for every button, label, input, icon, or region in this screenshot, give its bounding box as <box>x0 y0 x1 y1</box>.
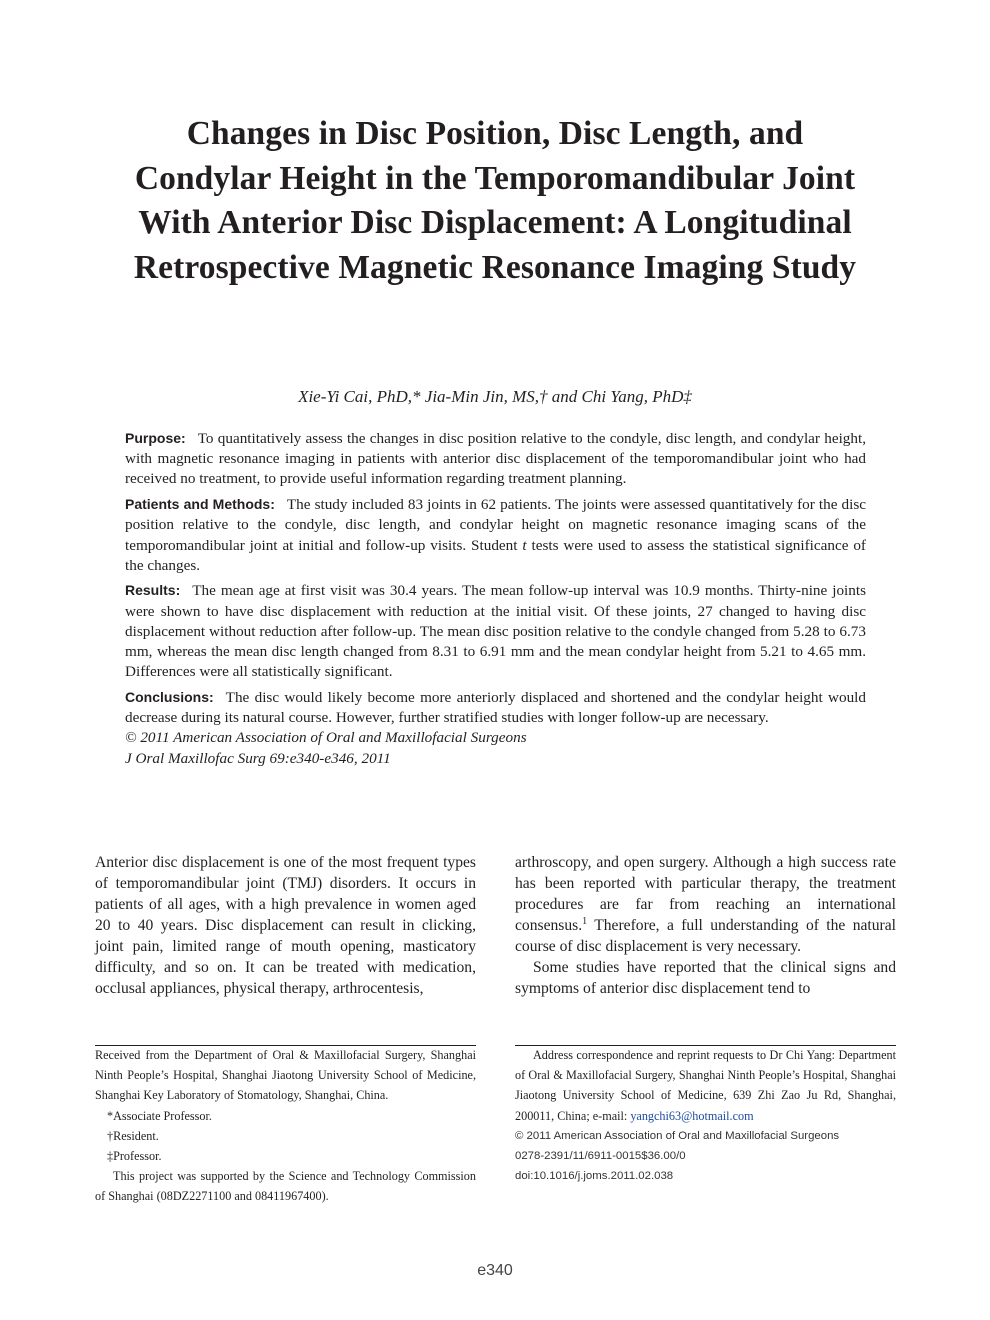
body-text: Therefore, a full understanding of the natural course of disc displacement is very necessary. <box>515 917 896 955</box>
article-title: Changes in Disc Position, Disc Length, and Condylar Height in the Temporomandibular Joint With Anterior Disc Displacement: A Longitudinal Retrospective Magnetic Resonance Imaging Study <box>133 115 857 286</box>
affiliation-note: †Resident. <box>107 1128 159 1143</box>
body-paragraph: Anterior disc displacement is one of the most frequent types of temporomandibular joint (TMJ) disorders. It occurs in patients of all ages, with a high prevalence in women aged 20 to 40 years. Disc displacement can result in clicking, joint pain, limited range of mouth opening, masticatory difficulty, and so on. It can be treated with medication, occlusal appliances, physical therapy, arthrocentesis, <box>95 854 476 997</box>
abstract-text: The mean age at first visit was 30.4 years. The mean follow-up interval was 10.9 months. Thirty-nine joints were shown to have disc displacement with reduction at the initial visit. Of these joints, 27 changed to having disc displacement without reduction after follow-up. The mean disc position relative to the condyle changed from 5.28 to 6.73 mm, whereas the mean disc length changed from 8.31 to 6.91 mm and the mean condylar height from 5.21 to 4.65 mm. Differences were all statistically significant. <box>125 582 866 681</box>
issn-line: 0278-2391/11/6911-0015$36.00/0 <box>515 1150 686 1163</box>
abstract-text: The disc would likely become more anteriorly displaced and shortened and the condylar height would decrease during its natural course. However, further stratified studies with longer follow-up are necessary. <box>125 688 866 727</box>
abstract-heading: Conclusions: <box>125 688 214 705</box>
journal-citation: J Oral Maxillofac Surg 69:e340-e346, 2011 <box>125 749 391 767</box>
author-list: Xie-Yi Cai, PhD,* Jia-Min Jin, MS,† and Chi Yang, PhD‡ <box>298 387 692 406</box>
page-number: e340 <box>477 1262 513 1279</box>
correspondence-note <box>515 1045 896 1126</box>
abstract-copyright: © 2011 American Association of Oral and Maxillofacial Surgeons <box>125 729 527 747</box>
abstract-heading: Patients and Methods: <box>125 496 275 513</box>
reference-link[interactable]: 1 <box>582 915 588 927</box>
abstract <box>125 428 866 769</box>
abstract-results <box>125 580 866 682</box>
body-column-left <box>95 852 476 999</box>
abstract-text: tests were used to assess the statistical significance of the changes. <box>125 536 866 574</box>
body-column-right <box>515 852 896 999</box>
received-note: Received from the Department of Oral & Maxillofacial Surgery, Shanghai Ninth People’s Hospital, Shanghai Jiaotong University School of Medicine, Shanghai Key Laboratory of Stomatology, Shanghai, China. <box>95 1048 476 1103</box>
body-paragraph <box>515 852 896 957</box>
abstract-text: To quantitatively assess the changes in disc position relative to the condyle, disc length, and condylar height, with magnetic resonance imaging in patients with anterior disc displacement of the temporomandibular joint who had received no treatment, to provide useful information regarding treatment planning. <box>125 430 866 488</box>
copyright-line: © 2011 American Association of Oral and Maxillofacial Surgeons <box>515 1129 840 1142</box>
correspondence-text: Address correspondence and reprint requests to Dr Chi Yang: Department of Oral & Maxillofacial Surgery, Shanghai Ninth People’s Hospital, Shanghai Jiaotong University School of Medicine, 639 Zhi Zao Ju Rd, Shanghai, 200011, China; e-mail: <box>515 1048 896 1123</box>
abstract-conclusions <box>125 687 866 728</box>
body-text: arthroscopy, and open surgery. Although a high success rate has been reported with particular therapy, the treatment procedures are far from reaching an international consensus. <box>515 854 896 934</box>
body-paragraph: Some studies have reported that the clinical signs and symptoms of anterior disc displacement tend to <box>515 959 896 997</box>
abstract-methods <box>125 494 866 576</box>
abstract-heading: Results: <box>125 582 181 599</box>
affiliation-note: ‡Professor. <box>107 1149 162 1164</box>
doi-line: doi:10.1016/j.joms.2011.02.038 <box>515 1170 674 1183</box>
footnotes-left <box>95 1045 476 1207</box>
funding-note: This project was supported by the Science and Technology Commission of Shanghai (08DZ2271100 and 08411967400). <box>95 1169 476 1204</box>
abstract-heading: Purpose: <box>125 430 186 446</box>
abstract-purpose <box>125 428 866 490</box>
abstract-text: The study included 83 joints in 62 patients. The joints were assessed quantitatively for the disc position relative to the condyle, disc length, and condylar height on magnetic resonance imaging scans of the temporomandibular joint at initial and follow-up visits. Student <box>125 496 866 554</box>
affiliation-note: *Associate Professor. <box>107 1108 212 1123</box>
email-link[interactable]: yangchi63@hotmail.com <box>630 1108 754 1123</box>
footnotes-right <box>515 1045 896 1186</box>
italic-symbol: t <box>522 536 527 554</box>
